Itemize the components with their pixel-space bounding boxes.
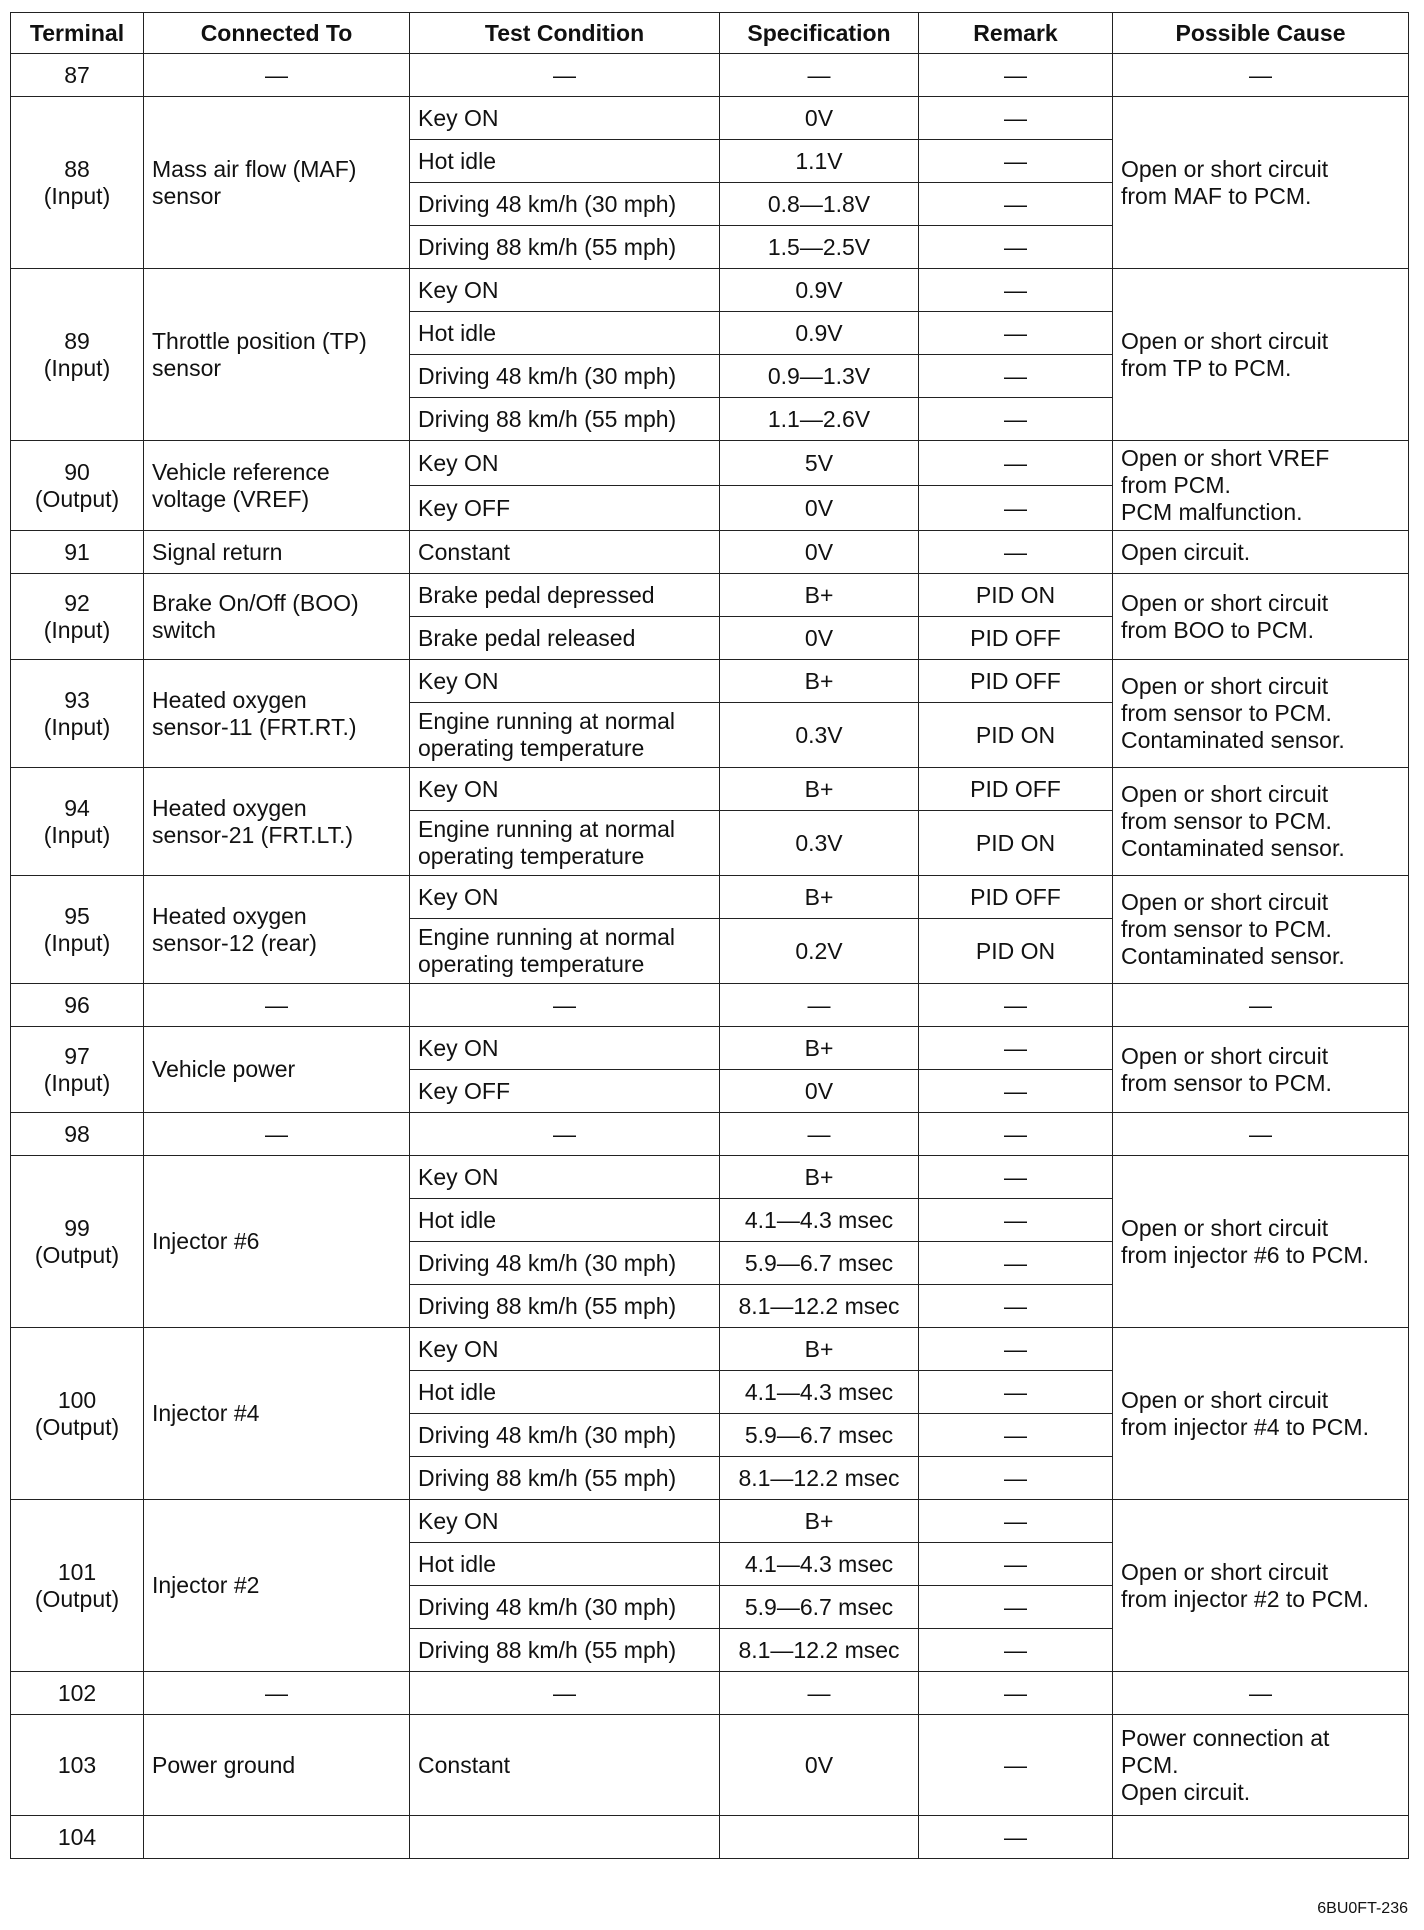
possible-cause-cell: Open or short circuit from sensor to PCM. Contaminated sensor. <box>1113 876 1409 984</box>
possible-cause-cell: Open or short circuit from sensor to PCM. Contaminated sensor. <box>1113 660 1409 768</box>
connected-to-cell: Brake On/Off (BOO) switch <box>144 574 410 660</box>
test-condition-cell: Engine running at normal operating temperature <box>410 703 720 768</box>
test-condition-cell <box>410 1816 720 1859</box>
remark-cell: — <box>919 183 1113 226</box>
table-row <box>11 1715 1409 1816</box>
specification-cell: 0V <box>720 486 919 531</box>
remark-cell: — <box>919 1199 1113 1242</box>
terminal-cell: 102 <box>11 1672 144 1715</box>
specification-cell: 8.1—12.2 msec <box>720 1457 919 1500</box>
specification-cell: 8.1—12.2 msec <box>720 1285 919 1328</box>
table-row <box>11 1156 1409 1199</box>
table-row <box>11 1672 1409 1715</box>
test-condition-cell: Key ON <box>410 1156 720 1199</box>
table-row <box>11 876 1409 919</box>
possible-cause-cell: — <box>1113 1113 1409 1156</box>
remark-cell: — <box>919 1285 1113 1328</box>
specification-cell: 1.1—2.6V <box>720 398 919 441</box>
specification-cell: — <box>720 54 919 97</box>
specification-cell: 0.2V <box>720 919 919 984</box>
specification-cell: 0V <box>720 617 919 660</box>
possible-cause-cell: Open or short circuit from sensor to PCM. <box>1113 1027 1409 1113</box>
possible-cause-cell: Open or short circuit from injector #2 to PCM. <box>1113 1500 1409 1672</box>
specification-cell: B+ <box>720 876 919 919</box>
test-condition-cell: Key OFF <box>410 1070 720 1113</box>
test-condition-cell: Hot idle <box>410 1371 720 1414</box>
remark-cell: — <box>919 486 1113 531</box>
remark-cell: — <box>919 1242 1113 1285</box>
test-condition-cell: Brake pedal depressed <box>410 574 720 617</box>
test-condition-cell: Constant <box>410 531 720 574</box>
remark-cell: — <box>919 1629 1113 1672</box>
terminal-cell: 90 (Output) <box>11 441 144 531</box>
figure-code: 6BU0FT-236 <box>1317 1900 1408 1917</box>
specification-cell: 0V <box>720 1070 919 1113</box>
test-condition-cell: Driving 48 km/h (30 mph) <box>410 1586 720 1629</box>
test-condition-cell: Driving 88 km/h (55 mph) <box>410 1285 720 1328</box>
specification-cell: 0V <box>720 1715 919 1816</box>
remark-cell: PID OFF <box>919 660 1113 703</box>
connected-to-cell <box>144 1816 410 1859</box>
terminal-cell: 95 (Input) <box>11 876 144 984</box>
test-condition-cell: Brake pedal released <box>410 617 720 660</box>
terminal-cell: 104 <box>11 1816 144 1859</box>
specification-cell: 0V <box>720 531 919 574</box>
remark-cell: PID ON <box>919 703 1113 768</box>
test-condition-cell: Key ON <box>410 876 720 919</box>
test-condition-cell: Constant <box>410 1715 720 1816</box>
remark-cell: PID OFF <box>919 768 1113 811</box>
connected-to-cell: Power ground <box>144 1715 410 1816</box>
test-condition-cell: Key ON <box>410 1328 720 1371</box>
header-row <box>11 13 1409 54</box>
test-condition-cell: Driving 88 km/h (55 mph) <box>410 226 720 269</box>
remark-cell: — <box>919 398 1113 441</box>
connected-to-cell: Heated oxygen sensor-11 (FRT.RT.) <box>144 660 410 768</box>
remark-cell: — <box>919 1816 1113 1859</box>
table-row <box>11 441 1409 486</box>
specification-cell: 0.3V <box>720 703 919 768</box>
terminal-cell: 96 <box>11 984 144 1027</box>
specification-cell: — <box>720 1113 919 1156</box>
table-row <box>11 531 1409 574</box>
connected-to-cell: Injector #2 <box>144 1500 410 1672</box>
specification-cell: 1.1V <box>720 140 919 183</box>
table-row <box>11 574 1409 617</box>
table-row <box>11 768 1409 811</box>
connected-to-cell: — <box>144 54 410 97</box>
specification-cell: 5.9—6.7 msec <box>720 1414 919 1457</box>
specification-cell: 0.9V <box>720 312 919 355</box>
test-condition-cell: Key ON <box>410 97 720 140</box>
test-condition-cell: Driving 48 km/h (30 mph) <box>410 355 720 398</box>
table-row <box>11 1500 1409 1543</box>
terminal-cell: 93 (Input) <box>11 660 144 768</box>
connected-to-cell: Injector #6 <box>144 1156 410 1328</box>
test-condition-cell: Key ON <box>410 1500 720 1543</box>
pcm-terminal-table <box>10 12 1409 1859</box>
remark-cell: — <box>919 1500 1113 1543</box>
specification-cell: 0.8—1.8V <box>720 183 919 226</box>
test-condition-cell: Key ON <box>410 269 720 312</box>
specification-cell: B+ <box>720 1027 919 1070</box>
test-condition-cell: Engine running at normal operating temperature <box>410 919 720 984</box>
remark-cell: — <box>919 1371 1113 1414</box>
connected-to-cell: Signal return <box>144 531 410 574</box>
remark-cell: — <box>919 1457 1113 1500</box>
remark-cell: — <box>919 312 1113 355</box>
specification-cell: 0V <box>720 97 919 140</box>
test-condition-cell: Key ON <box>410 1027 720 1070</box>
test-condition-cell: Driving 88 km/h (55 mph) <box>410 1629 720 1672</box>
specification-cell: 8.1—12.2 msec <box>720 1629 919 1672</box>
test-condition-cell: Key OFF <box>410 486 720 531</box>
remark-cell: — <box>919 1027 1113 1070</box>
remark-cell: — <box>919 355 1113 398</box>
test-condition-cell: Driving 48 km/h (30 mph) <box>410 1242 720 1285</box>
terminal-cell: 100 (Output) <box>11 1328 144 1500</box>
specification-cell: 4.1—4.3 msec <box>720 1543 919 1586</box>
test-condition-cell: — <box>410 984 720 1027</box>
header-connected-to: Connected To <box>144 13 410 54</box>
possible-cause-cell <box>1113 1816 1409 1859</box>
connected-to-cell: Vehicle power <box>144 1027 410 1113</box>
specification-cell: 4.1—4.3 msec <box>720 1371 919 1414</box>
terminal-cell: 94 (Input) <box>11 768 144 876</box>
specification-cell: 4.1—4.3 msec <box>720 1199 919 1242</box>
table-row <box>11 54 1409 97</box>
table-row <box>11 1328 1409 1371</box>
specification-cell: 0.9—1.3V <box>720 355 919 398</box>
test-condition-cell: Hot idle <box>410 1199 720 1242</box>
specification-cell: 1.5—2.5V <box>720 226 919 269</box>
table-row <box>11 97 1409 140</box>
header-specification: Specification <box>720 13 919 54</box>
specification-cell: — <box>720 984 919 1027</box>
possible-cause-cell: Open or short circuit from MAF to PCM. <box>1113 97 1409 269</box>
possible-cause-cell: Open or short circuit from TP to PCM. <box>1113 269 1409 441</box>
possible-cause-cell: Open or short circuit from BOO to PCM. <box>1113 574 1409 660</box>
specification-cell: 5.9—6.7 msec <box>720 1586 919 1629</box>
remark-cell: — <box>919 1414 1113 1457</box>
remark-cell: — <box>919 226 1113 269</box>
table-row <box>11 660 1409 703</box>
header-remark: Remark <box>919 13 1113 54</box>
test-condition-cell: Hot idle <box>410 1543 720 1586</box>
test-condition-cell: — <box>410 1672 720 1715</box>
remark-cell: — <box>919 1543 1113 1586</box>
remark-cell: — <box>919 97 1113 140</box>
specification-cell: B+ <box>720 1328 919 1371</box>
possible-cause-cell: Open or short circuit from injector #6 to PCM. <box>1113 1156 1409 1328</box>
test-condition-cell: Engine running at normal operating temperature <box>410 811 720 876</box>
specification-cell: — <box>720 1672 919 1715</box>
possible-cause-cell: Open or short circuit from sensor to PCM. Contaminated sensor. <box>1113 768 1409 876</box>
possible-cause-cell: Open or short circuit from injector #4 to PCM. <box>1113 1328 1409 1500</box>
remark-cell: PID OFF <box>919 876 1113 919</box>
remark-cell: — <box>919 441 1113 486</box>
remark-cell: PID ON <box>919 574 1113 617</box>
test-condition-cell: — <box>410 54 720 97</box>
connected-to-cell: Vehicle reference voltage (VREF) <box>144 441 410 531</box>
remark-cell: — <box>919 1070 1113 1113</box>
remark-cell: — <box>919 1156 1113 1199</box>
connected-to-cell: Mass air flow (MAF) sensor <box>144 97 410 269</box>
remark-cell: PID ON <box>919 919 1113 984</box>
specification-cell: B+ <box>720 574 919 617</box>
specification-cell: 5V <box>720 441 919 486</box>
connected-to-cell: — <box>144 984 410 1027</box>
test-condition-cell: Key ON <box>410 660 720 703</box>
specification-cell: B+ <box>720 660 919 703</box>
connected-to-cell: Heated oxygen sensor-12 (rear) <box>144 876 410 984</box>
header-terminal: Terminal <box>11 13 144 54</box>
terminal-cell: 89 (Input) <box>11 269 144 441</box>
test-condition-cell: Driving 88 km/h (55 mph) <box>410 1457 720 1500</box>
connected-to-cell: Injector #4 <box>144 1328 410 1500</box>
terminal-cell: 98 <box>11 1113 144 1156</box>
specification-cell <box>720 1816 919 1859</box>
terminal-cell: 87 <box>11 54 144 97</box>
connected-to-cell: Heated oxygen sensor-21 (FRT.LT.) <box>144 768 410 876</box>
test-condition-cell: Driving 48 km/h (30 mph) <box>410 1414 720 1457</box>
specification-cell: 5.9—6.7 msec <box>720 1242 919 1285</box>
possible-cause-cell: — <box>1113 54 1409 97</box>
test-condition-cell: Hot idle <box>410 312 720 355</box>
remark-cell: — <box>919 531 1113 574</box>
specification-cell: B+ <box>720 768 919 811</box>
table-row <box>11 1816 1409 1859</box>
terminal-cell: 103 <box>11 1715 144 1816</box>
remark-cell: — <box>919 1672 1113 1715</box>
specification-cell: 0.9V <box>720 269 919 312</box>
terminal-cell: 91 <box>11 531 144 574</box>
table-body <box>11 54 1409 1859</box>
table-row <box>11 984 1409 1027</box>
remark-cell: — <box>919 140 1113 183</box>
remark-cell: — <box>919 54 1113 97</box>
terminal-cell: 101 (Output) <box>11 1500 144 1672</box>
remark-cell: — <box>919 1328 1113 1371</box>
possible-cause-cell: — <box>1113 1672 1409 1715</box>
table-row <box>11 1113 1409 1156</box>
table-row <box>11 1027 1409 1070</box>
remark-cell: PID ON <box>919 811 1113 876</box>
remark-cell: — <box>919 269 1113 312</box>
header-test-condition: Test Condition <box>410 13 720 54</box>
remark-cell: — <box>919 1715 1113 1816</box>
terminal-cell: 97 (Input) <box>11 1027 144 1113</box>
connected-to-cell: Throttle position (TP) sensor <box>144 269 410 441</box>
possible-cause-cell: — <box>1113 984 1409 1027</box>
test-condition-cell: Hot idle <box>410 140 720 183</box>
remark-cell: — <box>919 984 1113 1027</box>
table-row <box>11 269 1409 312</box>
header-possible-cause: Possible Cause <box>1113 13 1409 54</box>
test-condition-cell: — <box>410 1113 720 1156</box>
specification-cell: B+ <box>720 1500 919 1543</box>
remark-cell: — <box>919 1113 1113 1156</box>
specification-cell: 0.3V <box>720 811 919 876</box>
terminal-cell: 99 (Output) <box>11 1156 144 1328</box>
test-condition-cell: Driving 88 km/h (55 mph) <box>410 398 720 441</box>
specification-cell: B+ <box>720 1156 919 1199</box>
remark-cell: PID OFF <box>919 617 1113 660</box>
connected-to-cell: — <box>144 1672 410 1715</box>
connected-to-cell: — <box>144 1113 410 1156</box>
test-condition-cell: Driving 48 km/h (30 mph) <box>410 183 720 226</box>
terminal-cell: 92 (Input) <box>11 574 144 660</box>
test-condition-cell: Key ON <box>410 441 720 486</box>
remark-cell: — <box>919 1586 1113 1629</box>
terminal-cell: 88 (Input) <box>11 97 144 269</box>
possible-cause-cell: Open or short VREF from PCM. PCM malfunction. <box>1113 441 1409 531</box>
possible-cause-cell: Power connection at PCM. Open circuit. <box>1113 1715 1409 1816</box>
possible-cause-cell: Open circuit. <box>1113 531 1409 574</box>
test-condition-cell: Key ON <box>410 768 720 811</box>
